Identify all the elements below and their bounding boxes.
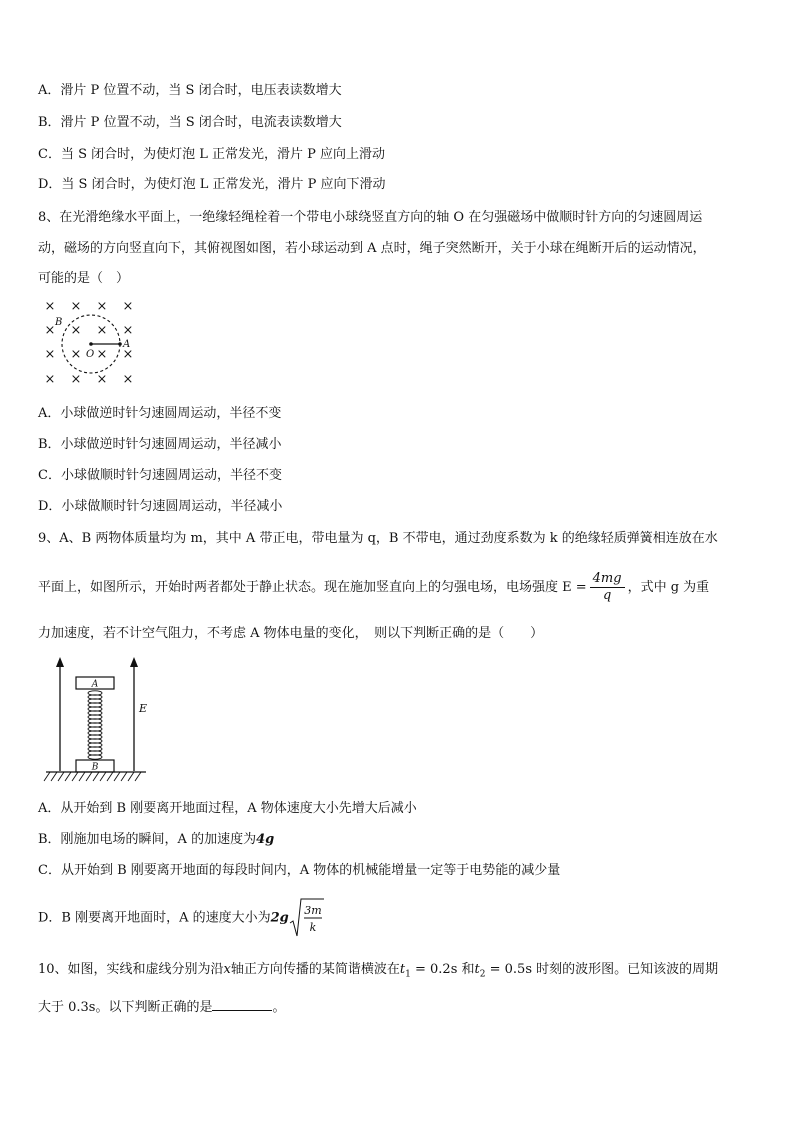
cross-mark: ×	[122, 323, 134, 338]
q9-option-b-value: 4g	[256, 832, 275, 847]
cross-mark: ×	[44, 323, 56, 338]
q10-eq1: = 0.2s 和	[410, 962, 475, 977]
q10-part1: 10、如图，实线和虚线分别为沿	[38, 962, 224, 977]
q7-option-b: B．滑片 P 位置不动，当 S 闭合时，电流表读数增大	[38, 115, 342, 130]
q9-option-d	[38, 896, 325, 941]
cross-mark: ×	[70, 347, 82, 362]
q10-t1-sub: 1	[405, 969, 411, 980]
sqrt-expression	[289, 896, 325, 940]
q9-option-d-text: D．B 刚要离开地面时，A 的速度大小为	[38, 910, 271, 926]
cross-mark: ×	[96, 372, 108, 387]
cross-mark: ×	[70, 299, 82, 314]
fraction-denominator: q	[602, 588, 612, 603]
q9-stem-line2-b: ，式中 g 为重	[627, 580, 710, 595]
field-arrow-right	[130, 657, 138, 667]
cross-mark: ×	[44, 299, 56, 314]
q10-part2: 轴正方向传播的某简谐横波在	[230, 962, 400, 977]
q10-x: x	[223, 962, 231, 977]
fraction-numerator: 4mg	[590, 571, 625, 588]
q10-end: 。	[272, 1000, 286, 1015]
ball-point-a	[118, 342, 122, 346]
q10-t2-sub: 2	[479, 969, 486, 980]
q9-stem-line1: 9、A、B 两物体质量均为 m，其中 A 带正电，带电量为 q，B 不带电，通过劲度系数为 k 的绝缘轻质弹簧相连放在水	[38, 531, 718, 546]
field-arrow-left	[56, 657, 64, 667]
q10-t2: t	[474, 962, 480, 977]
cross-mark: ×	[44, 372, 56, 387]
ground-hatching	[44, 772, 141, 781]
q8-stem-line1: 8、在光滑绝缘水平面上，一绝缘轻绳栓着一个带电小球绕竖直方向的轴 O 在匀强磁场中做顺时针方向的匀速圆周运	[38, 210, 703, 225]
q9-option-c: C．从开始到 B 刚要离开地面的每段时间内，A 物体的机械能增量一定等于电势能的减少量	[38, 863, 561, 878]
sqrt-numerator: 3m	[304, 903, 322, 917]
cross-mark: ×	[122, 299, 134, 314]
cross-mark: ×	[70, 323, 82, 338]
q10-line2-text: 大于 0.3s。以下判断正确的是	[38, 1000, 213, 1015]
q9-spring-figure	[40, 655, 152, 787]
spring	[88, 691, 102, 759]
q10-stem-line1	[38, 961, 718, 984]
label-b: B	[55, 317, 63, 328]
q9-stem-line2	[38, 568, 709, 608]
q9-option-b	[38, 831, 274, 849]
q8-option-a: A．小球做逆时针匀速圆周运动，半径不变	[38, 406, 282, 421]
cross-mark: ×	[96, 347, 108, 362]
q8-stem-line2: 动，磁场的方向竖直向下，其俯视图如图，若小球运动到 A 点时，绳子突然断开，关于小球在绳断开后的运动情况，	[38, 241, 706, 256]
q7-option-d: D．当 S 闭合时，为使灯泡 L 正常发光，滑片 P 应向下滑动	[38, 177, 386, 192]
sqrt-denominator: k	[309, 920, 317, 934]
q10-stem-line2	[38, 998, 286, 1017]
q10-t1: t	[399, 962, 406, 977]
q8-option-b: B．小球做逆时针匀速圆周运动，半径减小	[38, 437, 282, 452]
cross-mark: ×	[96, 299, 108, 314]
answer-blank[interactable]	[212, 998, 272, 1011]
q9-option-d-coef: 2g	[270, 910, 289, 926]
q8-option-d: D．小球做顺时针匀速圆周运动，半径减小	[38, 499, 283, 514]
q9-stem-line2-a: 平面上，如图所示，开始时两者都处于静止状态。现在施加竖直向上的匀强电场，电场强度 E =	[38, 580, 587, 595]
q8-magnetic-field-figure	[38, 295, 148, 390]
q8-option-c: C．小球做顺时针匀速圆周运动，半径不变	[38, 468, 282, 483]
label-a: A	[123, 339, 131, 350]
field-strength-fraction	[590, 571, 625, 604]
label-o: O	[86, 349, 95, 360]
cross-mark: ×	[44, 347, 56, 362]
label-e: E	[139, 702, 148, 715]
q7-option-a: A．滑片 P 位置不动，当 S 闭合时，电压表读数增大	[38, 83, 342, 98]
q9-option-a: A．从开始到 B 刚要离开地面过程，A 物体速度大小先增大后减小	[38, 801, 417, 816]
q7-option-c: C．当 S 闭合时，为使灯泡 L 正常发光，滑片 P 应向上滑动	[38, 147, 386, 162]
cross-mark: ×	[122, 372, 134, 387]
cross-mark: ×	[96, 323, 108, 338]
q8-stem-line3: 可能的是（ ）	[38, 271, 130, 286]
block-a-label: A	[91, 679, 99, 690]
q9-option-b-text: B．刚施加电场的瞬间，A 的加速度为	[38, 832, 257, 847]
cross-mark: ×	[122, 347, 134, 362]
q10-eq2: = 0.5s 时刻的波形图。已知该波的周期	[485, 962, 719, 977]
block-b-label: B	[91, 762, 99, 773]
cross-mark: ×	[70, 372, 82, 387]
q9-stem-line3: 力加速度，若不计空气阻力，不考虑 A 物体电量的变化， 则以下判断正确的是（ ）	[38, 626, 544, 641]
